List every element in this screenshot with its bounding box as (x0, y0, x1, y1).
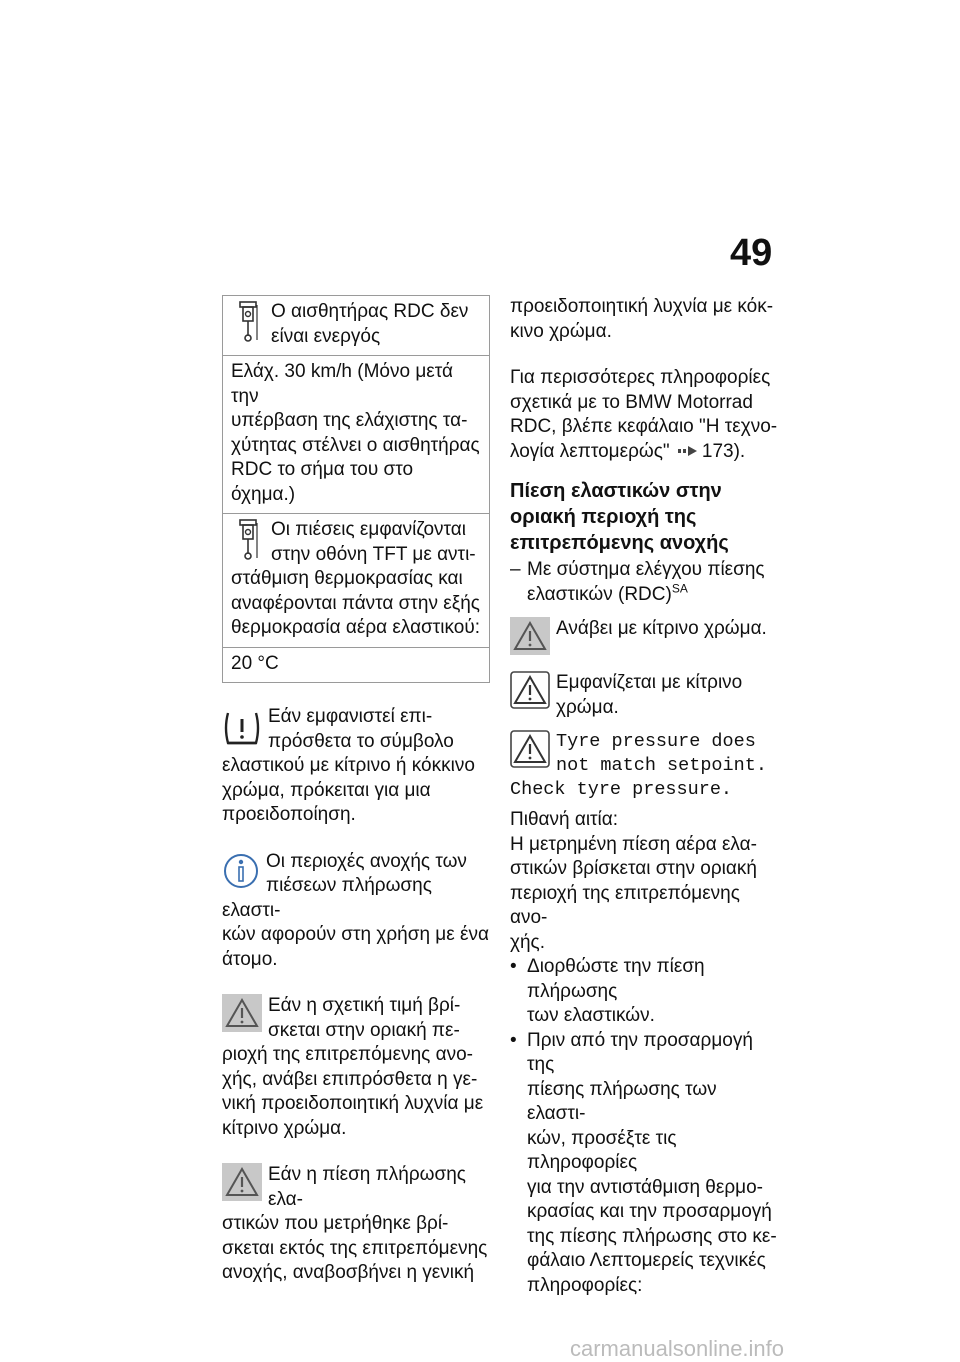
cause-text: Η μετρημένη πίεση αέρα ελα- στικών βρίσκεται στην οριακή περιοχή της επιτρεπόμενης ανο- χής. (510, 833, 757, 953)
box-row-reference-temperature: 20 °C (223, 647, 489, 683)
warning-paragraph-limit: Εάν η σχετική τιμή βρί- σκεται στην οριακή πε- ριοχή της επιτρεπόμενης ανο- χής, ανάβει επιπρόσθετα η γε- νική προειδοποιητική λυχνία με κίτρινο χρώμα. (222, 995, 484, 1139)
cause-label: Πιθανή αιτία: (510, 809, 619, 830)
warning-triangle-icon (510, 617, 550, 655)
continued-paragraph: προειδοποιητική λυχνία με κόκ- κινο χρώμα. (510, 296, 774, 342)
arrow-ref-icon (677, 444, 699, 458)
condition-item: – Με σύστημα ελέγχου πίεσης ελαστικών (RDC)$^{SA}$ (510, 559, 765, 605)
info-icon (222, 850, 260, 892)
indicator-general-warning: Ανάβει με κίτρινο χρώμα. (510, 617, 778, 657)
page-reference[interactable]: 173). (701, 440, 746, 462)
display-message: Tyre pressure does not match setpoint. Check tyre pressure. (510, 731, 767, 800)
right-column (510, 295, 778, 1298)
left-column (222, 295, 490, 1286)
indicator-display-warning: Εμφανίζεται με κίτρινο χρώμα. (510, 671, 778, 720)
page-number: 49 (730, 232, 773, 274)
box-row-min-speed: Ελάχ. 30 km/h (Μόνο μετά την υπέρβαση της ελάχιστης τα- χύτητας στέλνει ο αισθητήρας RDC το σήμα του στο όχημα.) (223, 355, 489, 513)
sensor-icon (231, 300, 265, 344)
display-message-block (510, 730, 778, 802)
tpms-warning-icon (222, 709, 262, 747)
section-heading: Πίεση ελαστικών στην οριακή περιοχή της επιτρεπόμενης ανοχής (510, 480, 729, 554)
box-row-sensor-inactive: Ο αισθητήρας RDC δεν είναι ενεργός (223, 296, 489, 355)
sensor-icon (231, 518, 265, 562)
warning-triangle-icon (510, 730, 550, 768)
list-item: • Διορθώστε την πίεση πλήρωσης των ελαστικών. (510, 955, 778, 1029)
info-paragraph: Οι περιοχές ανοχής των πιέσεων πλήρωσης ελαστι- κών αφορούν στη χρήση με ένα άτομο. (222, 850, 489, 970)
more-info-paragraph: Για περισσότερες πληροφορίες σχετικά με το BMW Motorrad RDC, βλέπε κεφάλαιο "Η τεχνο- λογία λεπτομερώς" 173). (510, 367, 778, 462)
action-list (510, 955, 778, 1298)
box-row-temperature-note: Οι πιέσεις εμφανίζονται στην οθόνη TFT με αντι- στάθμιση θερμοκρασίας και αναφέρονται πάντα στην εξής θερμοκρασία αέρα ελαστικού: (223, 513, 489, 647)
warning-triangle-icon (510, 671, 550, 709)
warning-triangle-icon (222, 994, 262, 1032)
tpms-symbol-paragraph: Εάν εμφανιστεί επι- πρόσθετα το σύμβολο ελαστικού με κίτρινο ή κόκκινο χρώμα, πρόκειται για μια προειδοποίηση. (222, 706, 475, 825)
rdc-info-box (222, 295, 490, 683)
list-item: • Πριν από την προσαρμογή της πίεσης πλήρωσης των ελαστι- κών, προσέξτε τις πληροφορίες για την αντιστάθμιση θερμο- κρασίας και την προσαρμογή της πίεσης πλήρωσης στο κε- φάλαιο Λεπτομερείς τεχνικές πληροφορίες: (510, 1029, 778, 1299)
footer-watermark: carmanualsonline.info (570, 1336, 785, 1361)
warning-triangle-icon (222, 1163, 262, 1201)
warning-paragraph-outside: Εάν η πίεση πλήρωσης ελα- στικών που μετρήθηκε βρί- σκεται εκτός της επιτρεπόμενης ανοχής, αναβοσβήνει η γενική (222, 1164, 488, 1283)
